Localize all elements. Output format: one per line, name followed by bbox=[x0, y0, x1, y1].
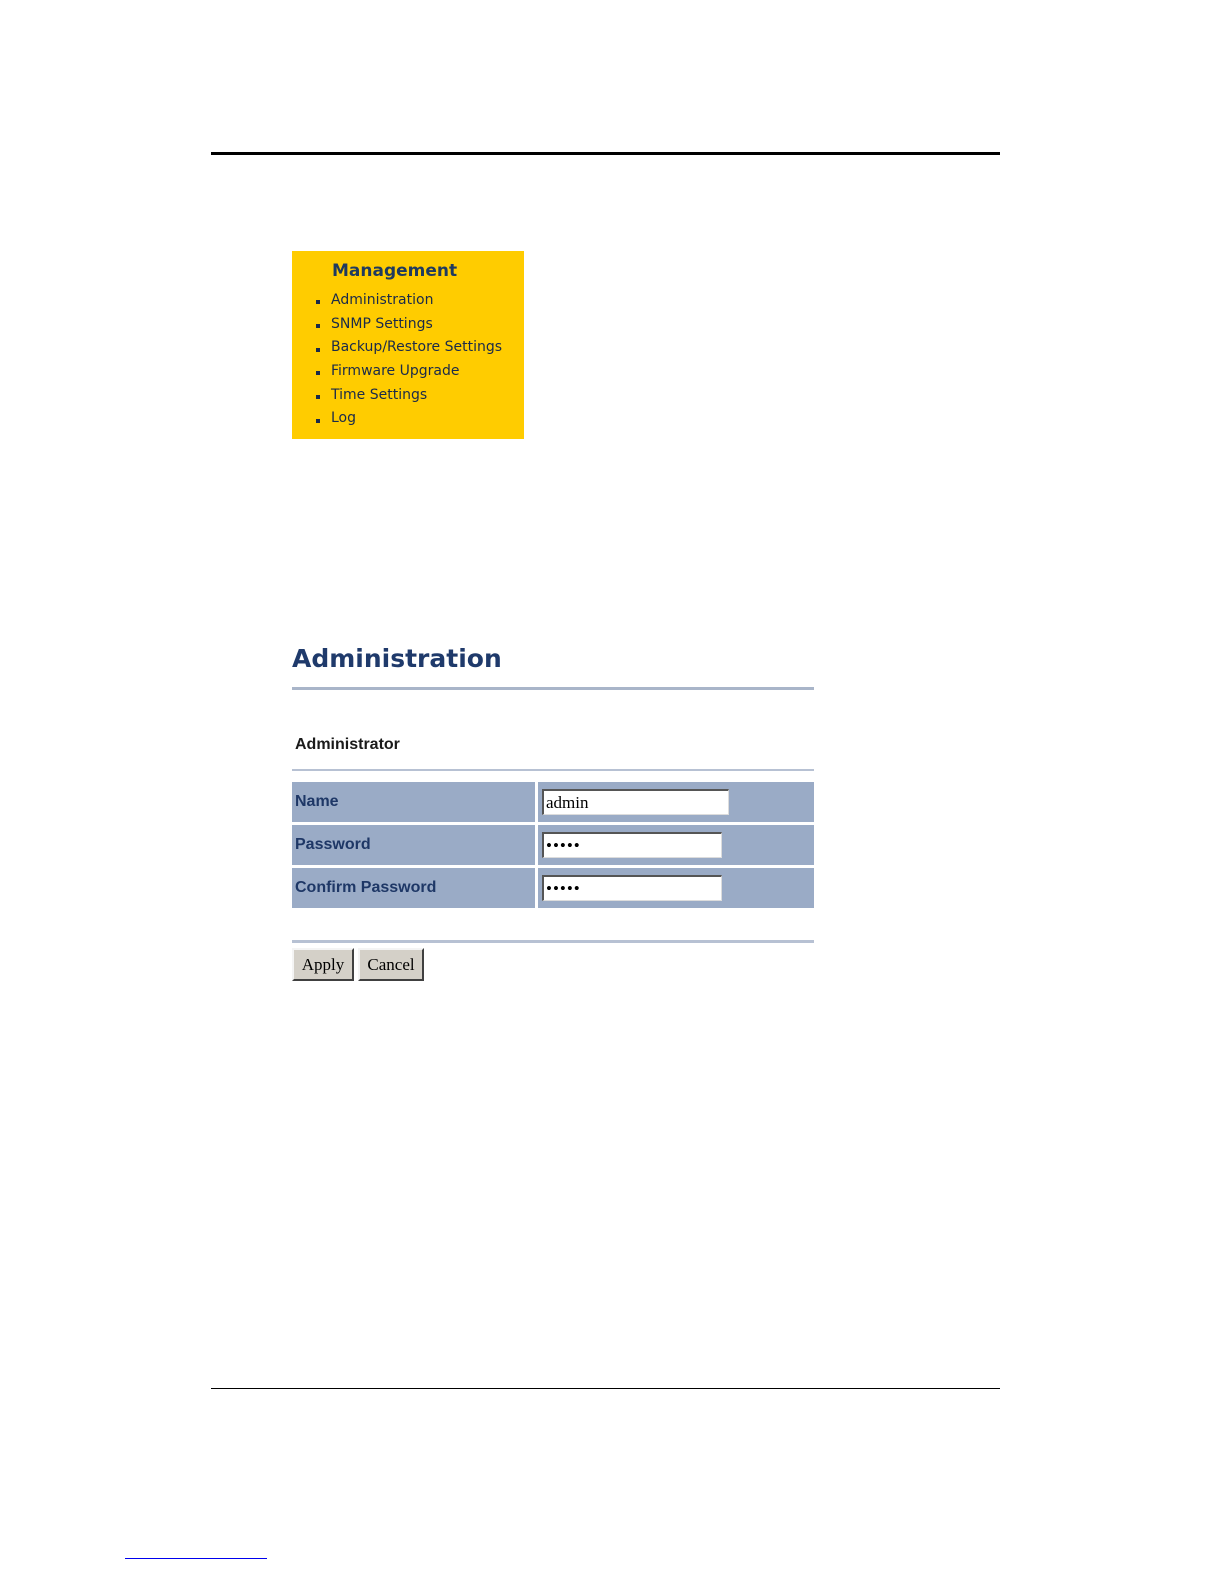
button-divider bbox=[292, 940, 814, 943]
password-cell bbox=[538, 825, 814, 865]
section-heading: Administrator bbox=[295, 736, 400, 753]
page-title: Administration bbox=[292, 644, 502, 673]
form-row-confirm-password bbox=[292, 868, 814, 908]
menu-item-time-settings[interactable] bbox=[316, 383, 502, 407]
management-menu bbox=[292, 251, 524, 439]
password-input[interactable] bbox=[542, 832, 722, 858]
name-input[interactable] bbox=[542, 789, 729, 815]
section-divider bbox=[292, 769, 814, 771]
name-label: Name bbox=[292, 782, 538, 822]
password-label: Password bbox=[292, 825, 538, 865]
administrator-form bbox=[292, 779, 814, 911]
cancel-button[interactable]: Cancel bbox=[358, 948, 424, 981]
bullet-icon bbox=[316, 419, 320, 423]
confirm-password-label: Confirm Password bbox=[292, 868, 538, 908]
confirm-password-input[interactable] bbox=[542, 875, 722, 901]
form-row-name bbox=[292, 782, 814, 822]
management-menu-title: Management bbox=[332, 261, 458, 281]
form-row-password bbox=[292, 825, 814, 865]
menu-item-snmp-settings[interactable] bbox=[316, 312, 502, 336]
menu-item-label: SNMP Settings bbox=[331, 315, 433, 332]
bullet-icon bbox=[316, 300, 320, 304]
menu-item-backup-restore-settings[interactable] bbox=[316, 335, 502, 359]
footnote-separator bbox=[125, 1558, 267, 1559]
bullet-icon bbox=[316, 395, 320, 399]
name-cell bbox=[538, 782, 814, 822]
bullet-icon bbox=[316, 371, 320, 375]
menu-item-label: Administration bbox=[331, 291, 434, 308]
menu-item-label: Time Settings bbox=[331, 386, 428, 403]
page-header-rule bbox=[211, 152, 1000, 155]
bullet-icon bbox=[316, 324, 320, 328]
menu-item-label: Firmware Upgrade bbox=[331, 362, 460, 379]
menu-item-label: Backup/Restore Settings bbox=[331, 339, 503, 356]
menu-item-label: Log bbox=[331, 410, 357, 427]
apply-button[interactable]: Apply bbox=[292, 948, 354, 981]
menu-item-log[interactable] bbox=[316, 406, 502, 430]
title-divider bbox=[292, 687, 814, 690]
page-footer-rule bbox=[211, 1388, 1000, 1389]
management-menu-list bbox=[316, 288, 502, 430]
bullet-icon bbox=[316, 348, 320, 352]
menu-item-administration[interactable] bbox=[316, 288, 502, 312]
confirm-password-cell bbox=[538, 868, 814, 908]
menu-item-firmware-upgrade[interactable] bbox=[316, 359, 502, 383]
